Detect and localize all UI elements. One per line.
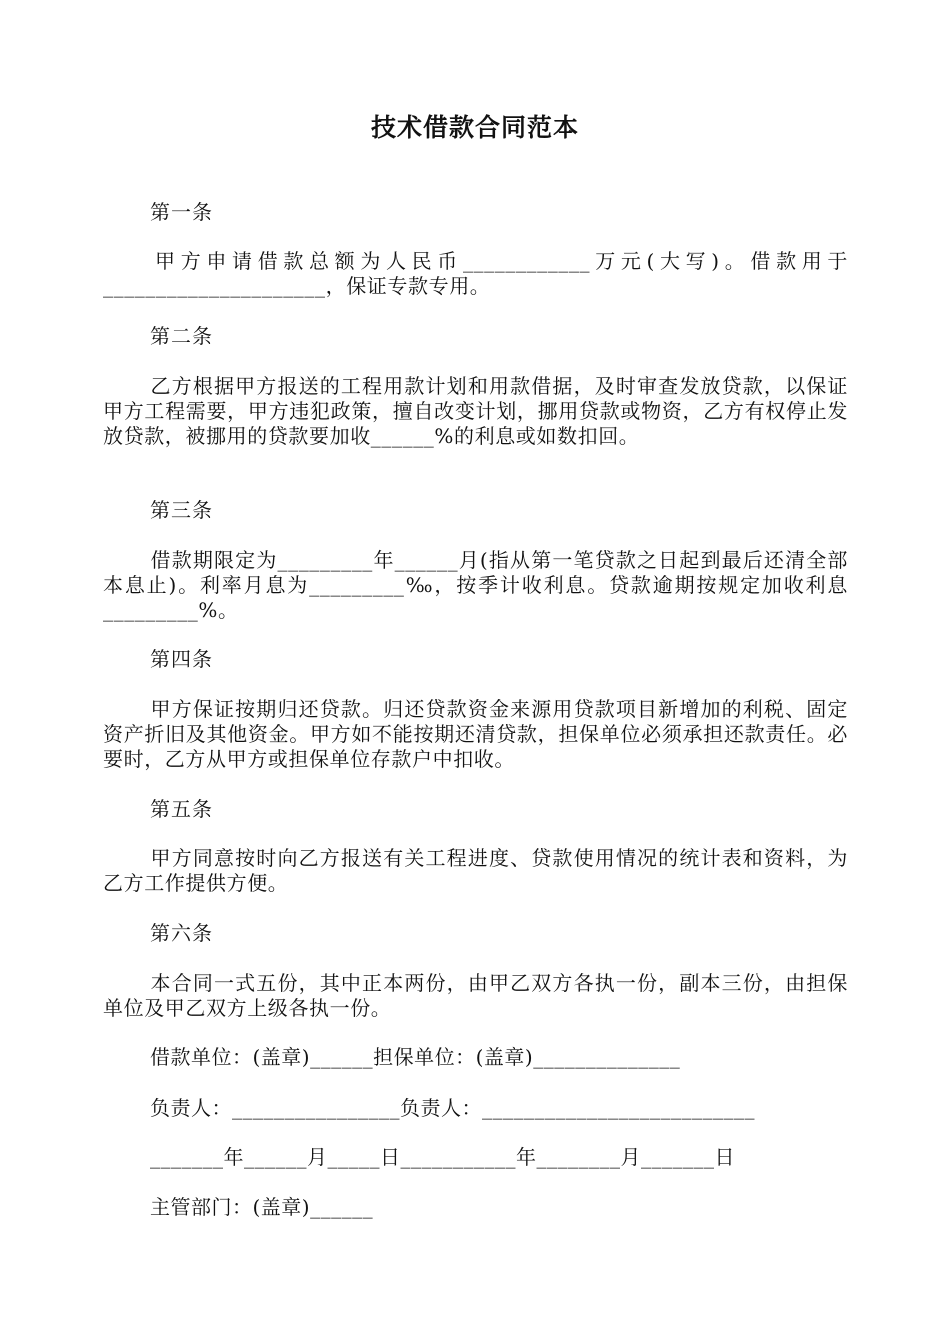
article-3-body: 借款期限定为_________年______月(指从第一笔贷款之日起到最后还清全部本息止)。利率月息为_________‰，按季计收利息。贷款逾期按规定加收利息_________%。 bbox=[103, 548, 848, 622]
article-1-text bbox=[103, 249, 848, 299]
signature-dept-line: 主管部门：(盖章)______ bbox=[150, 1195, 374, 1219]
article-1-body: 甲方申请借款总额为人民币____________万元(大写)。借款用于_____________________，保证专款专用。 bbox=[103, 249, 848, 298]
article-2-body: 乙方根据甲方报送的工程用款计划和用款借据，及时审查发放贷款，以保证甲方工程需要，甲方违犯政策，擅自改变计划，挪用贷款或物资，乙方有权停止发放贷款，被挪用的贷款要加收______%的利息或如数扣回。 bbox=[103, 374, 848, 448]
signature-persons-line: 负责人：________________负责人：__________________________ bbox=[150, 1096, 755, 1120]
article-2-text bbox=[103, 374, 848, 449]
article-5-body: 甲方同意按时向乙方报送有关工程进度、贷款使用情况的统计表和资料，为乙方工作提供方便。 bbox=[103, 846, 848, 895]
article-5-text bbox=[103, 846, 848, 896]
document-title: 技术借款合同范本 bbox=[370, 113, 579, 142]
article-1-heading: 第一条 bbox=[150, 200, 213, 224]
article-3-text bbox=[103, 548, 848, 623]
article-6-heading: 第六条 bbox=[150, 921, 213, 945]
article-5-heading: 第五条 bbox=[150, 797, 213, 821]
signature-dates-line: _______年______月_____日___________年________月_______日 bbox=[150, 1145, 735, 1169]
article-4-heading: 第四条 bbox=[150, 647, 213, 671]
signature-units-line: 借款单位：(盖章)______担保单位：(盖章)______________ bbox=[150, 1045, 681, 1069]
article-3-heading: 第三条 bbox=[150, 498, 213, 522]
article-4-body: 甲方保证按期归还贷款。归还贷款资金来源用贷款项目新增加的利税、固定资产折旧及其他资金。甲方如不能按期还清贷款，担保单位必须承担还款责任。必要时，乙方从甲方或担保单位存款户中扣收。 bbox=[103, 697, 848, 771]
article-4-text bbox=[103, 697, 848, 772]
article-6-text bbox=[103, 971, 848, 1021]
article-6-body: 本合同一式五份，其中正本两份，由甲乙双方各执一份，副本三份，由担保单位及甲乙双方上级各执一份。 bbox=[103, 971, 848, 1020]
article-2-heading: 第二条 bbox=[150, 324, 213, 348]
